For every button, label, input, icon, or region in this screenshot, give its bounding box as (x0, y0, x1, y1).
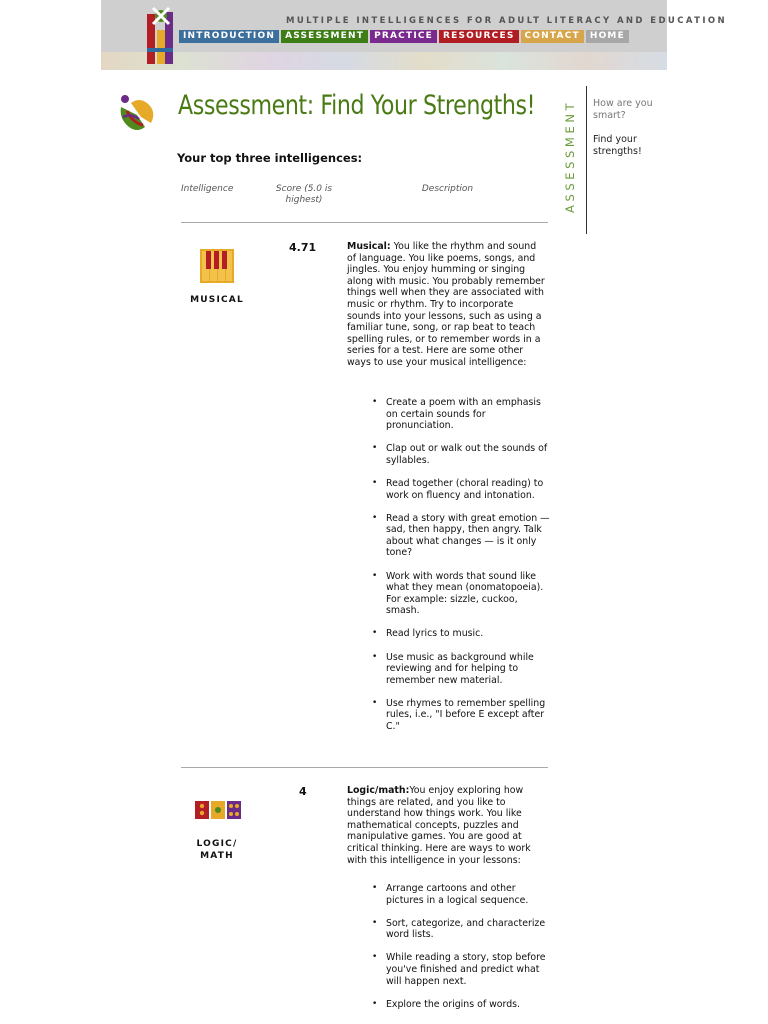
nav-tab-resources[interactable]: RESOURCES (439, 30, 518, 43)
page-title: Assessment: Find Your Strengths! (178, 90, 536, 121)
list-item: • Explore the origins of words. (372, 999, 550, 1011)
row-divider (181, 222, 548, 223)
results-subtitle: Your top three intelligences: (177, 151, 363, 165)
score-musical: 4.71 (289, 241, 317, 254)
sidebar-link-find-your-strengths[interactable]: Find your strengths! (593, 134, 642, 157)
nav-tab-contact[interactable]: CONTACT (521, 30, 584, 43)
label-line: LOGIC/ (196, 839, 238, 849)
score-logic-math: 4 (299, 785, 307, 798)
site-tagline: MULTIPLE INTELLIGENCES FOR ADULT LITERACY AND EDUCATION (286, 16, 728, 26)
list-item: • Use rhymes to remember spelling rules, i.e., "I before E except after C." (372, 698, 550, 733)
list-item: • Work with words that sound like what they mean (onomatopoeia). For example: sizzle, cuckoo, smash. (372, 571, 550, 617)
main-nav (179, 30, 629, 43)
list-item: • Read together (choral reading) to work on fluency and intonation. (372, 478, 550, 501)
description-musical (347, 241, 547, 369)
list-item: • Read lyrics to music. (372, 628, 550, 640)
sidebar-link-how-are-you-smart[interactable]: How are you smart? (593, 98, 653, 121)
mi-logo-icon[interactable] (145, 4, 175, 68)
hands-heart-icon (117, 93, 159, 135)
sidebar-divider (586, 86, 587, 234)
description-text: You like the rhythm and sound of language. You like poems, songs, and jingles. You enjoy humming or singing along with music. You probably remember things well when they are associated with music or rhythm. Try to incorporate sounds into your lessons, such as using a familiar tune, song, or rap beat to teach spelling rules, or to remember words in a series for a test. Here are some other ways to use your musical intelligence: (347, 241, 545, 368)
column-header-intelligence: Intelligence (181, 184, 234, 194)
list-item: • Use music as background while reviewing and for helping to remember new material. (372, 652, 550, 687)
nav-tab-practice[interactable]: PRACTICE (370, 30, 437, 43)
description-logic-math (347, 785, 547, 866)
nav-tab-assessment[interactable]: ASSESSMENT (281, 30, 368, 43)
intelligence-label-logic-math (183, 838, 251, 862)
list-item: • Clap out or walk out the sounds of syllables. (372, 443, 550, 466)
ideas-list-logic-math (372, 883, 550, 1022)
intelligence-label-musical: MUSICAL (190, 295, 244, 305)
list-item: • Arrange cartoons and other pictures in a logical sequence. (372, 883, 550, 906)
logic-dots-icon (195, 801, 241, 819)
column-header-score: Score (5.0 is highest) (275, 184, 333, 205)
list-item: • Create a poem with an emphasis on certain sounds for pronunciation. (372, 397, 550, 432)
row-divider (181, 767, 548, 768)
description-text: You enjoy exploring how things are related, and you like to understand how things work. You like mathematical concepts, puzzles and manipulative games. You are good at critical thinking. Here are ways to work with this intelligence in your lessons: (347, 785, 531, 866)
sidebar-section-label: ASSESSMENT (563, 99, 577, 213)
nav-tab-home[interactable]: HOME (586, 30, 629, 43)
list-item: • Read a story with great emotion — sad, then happy, then angry. Talk about what changes — is it only tone? (372, 513, 550, 559)
ideas-list-musical (372, 397, 550, 744)
list-item: • While reading a story, stop before you've finished and predict what will happen next. (372, 952, 550, 987)
nav-tab-introduction[interactable]: INTRODUCTION (179, 30, 279, 43)
intelligence-name: Logic/math: (347, 785, 410, 796)
list-item: • Sort, categorize, and characterize word lists. (372, 918, 550, 941)
piano-keys-icon (200, 249, 234, 283)
header-color-strip (101, 52, 667, 70)
label-line: MATH (200, 851, 234, 861)
intelligence-name: Musical: (347, 241, 391, 252)
column-header-description: Description (421, 184, 474, 194)
